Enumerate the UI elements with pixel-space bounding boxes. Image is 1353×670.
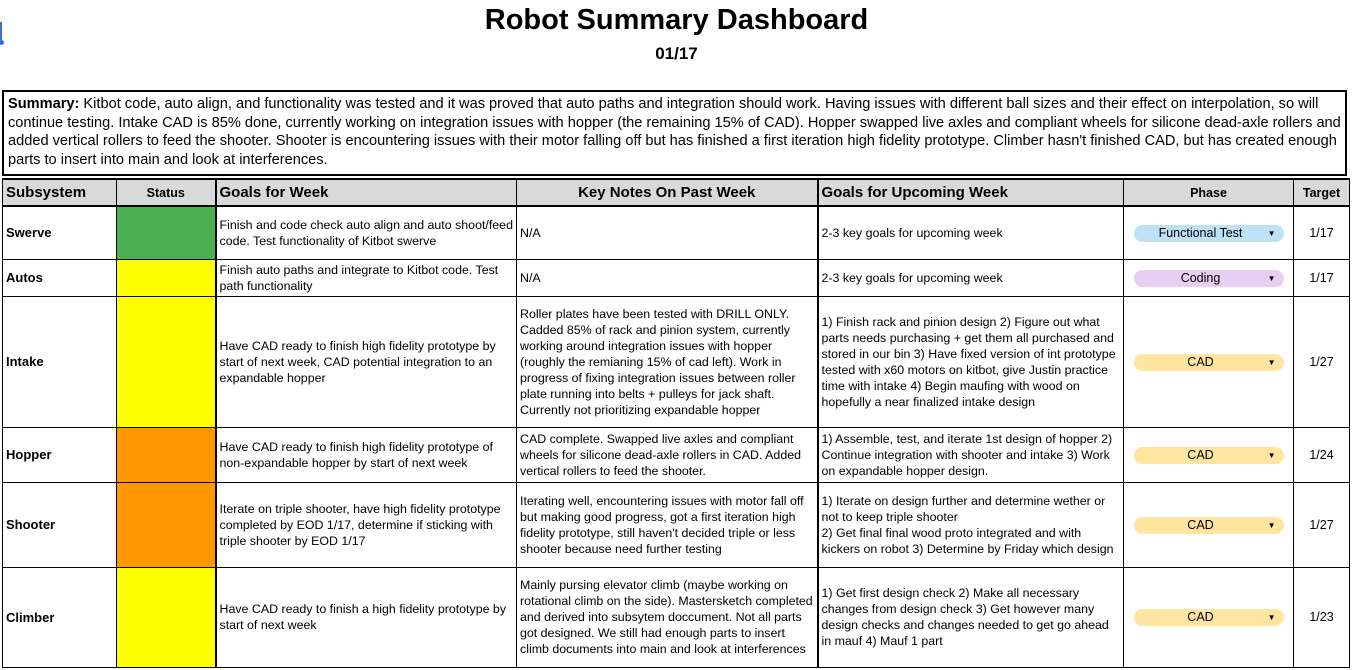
goals-week-cell[interactable]: Iterate on triple shooter, have high fidelity prototype completed by EOD 1/17, determine if sticking with triple shooter by EOD 1/17 [216, 482, 517, 567]
phase-dropdown-chip[interactable] [1134, 225, 1284, 242]
col-header-goals-upcoming[interactable]: Goals for Upcoming Week [818, 179, 1124, 206]
key-notes-cell[interactable]: Roller plates have been tested with DRILL ONLY. Cadded 85% of rack and pinion system, currently working around integration issues with hopper (roughly the remianing 15% of cad left). Work in progress of fixing integration issues between roller plate running into belts + pulleys for jack shaft. Currently not prioritizing expandable hopper [517, 296, 818, 427]
subsystem-cell[interactable]: Swerve [3, 206, 117, 259]
page-title: Robot Summary Dashboard [484, 4, 869, 36]
phase-chip-label: CAD [1187, 447, 1214, 462]
phase-dropdown-chip[interactable] [1134, 447, 1284, 464]
dropdown-caret-icon: ▼ [1267, 450, 1276, 460]
phase-cell[interactable] [1124, 427, 1294, 482]
target-cell[interactable]: 1/24 [1294, 427, 1350, 482]
phase-cell[interactable] [1124, 206, 1294, 259]
phase-dropdown-chip[interactable] [1134, 609, 1284, 626]
phase-dropdown-chip[interactable] [1134, 270, 1284, 287]
goals-week-cell[interactable]: Finish auto paths and integrate to Kitbot code. Test path functionality [216, 259, 517, 296]
dropdown-caret-icon: ▼ [1267, 357, 1276, 367]
goals-week-cell[interactable]: Finish and code check auto align and auto shoot/feed code. Test functionality of Kitbot swerve [216, 206, 517, 259]
phase-chip-label: CAD [1187, 354, 1214, 369]
target-cell[interactable]: 1/23 [1294, 567, 1350, 667]
table-row [3, 567, 1350, 667]
target-cell[interactable]: 1/27 [1294, 296, 1350, 427]
dropdown-caret-icon: ▼ [1267, 613, 1276, 622]
col-header-goals-week[interactable]: Goals for Week [216, 179, 517, 206]
key-notes-cell[interactable]: N/A [517, 259, 818, 296]
goals-upcoming-cell[interactable]: 1) Get first design check 2) Make all necessary changes from design check 3) Get however many design checks and changes needed to get go ahead in mauf 4) Mauf 1 part [818, 567, 1124, 667]
table-row [3, 296, 1350, 427]
phase-cell[interactable] [1124, 296, 1294, 427]
col-header-status[interactable]: Status [117, 179, 216, 206]
phase-cell[interactable] [1124, 567, 1294, 667]
status-cell[interactable] [117, 567, 216, 667]
phase-dropdown-chip[interactable] [1134, 517, 1284, 534]
status-cell[interactable] [117, 427, 216, 482]
table-row [3, 259, 1350, 296]
header-row [3, 179, 1350, 206]
subsystem-cell[interactable]: Shooter [3, 482, 117, 567]
phase-chip-label: CAD [1187, 610, 1214, 624]
phase-dropdown-chip[interactable] [1134, 354, 1284, 371]
goals-upcoming-cell[interactable]: 1) Iterate on design further and determine wether or not to keep triple shooter 2) Get final final wood proto integrated and with kickers on robot 3) Determine by Friday which design [818, 482, 1124, 567]
phase-chip-label: CAD [1187, 517, 1214, 532]
goals-upcoming-cell[interactable]: 1) Finish rack and pinion design 2) Figure out what parts needs purchasing + get them all purchased and stored in our bin 3) Have fixed version of int prototype tested with x60 motors on kitbot, give Justin practice time with intake 4) Begin maufing with wood on hopefully a near finalized intake design [818, 296, 1124, 427]
subsystem-cell[interactable]: Autos [3, 259, 117, 296]
status-cell[interactable] [117, 206, 216, 259]
subsystem-cell[interactable]: Climber [3, 567, 117, 667]
goals-week-cell[interactable]: Have CAD ready to finish high fidelity prototype of non-expandable hopper by start of next week [216, 427, 517, 482]
target-cell[interactable]: 1/17 [1294, 206, 1350, 259]
col-header-phase[interactable]: Phase [1124, 179, 1294, 206]
page-date: 01/17 [655, 44, 698, 63]
goals-upcoming-cell[interactable]: 1) Assemble, test, and iterate 1st design of hopper 2) Continue integration with shooter and intake 3) Work on expandable hopper design. [818, 427, 1124, 482]
summary-label: Summary: [8, 96, 80, 112]
key-notes-cell[interactable]: N/A [517, 206, 818, 259]
dropdown-caret-icon: ▼ [1267, 520, 1276, 530]
phase-chip-label: Coding [1180, 270, 1221, 285]
subsystem-cell[interactable]: Hopper [3, 427, 117, 482]
dropdown-caret-icon: ▼ [1267, 228, 1276, 238]
status-table [2, 178, 1350, 668]
phase-cell[interactable] [1124, 482, 1294, 567]
key-notes-cell[interactable]: CAD complete. Swapped live axles and compliant wheels for silicone dead-axle rollers in CAD. Added vertical rollers to feed the shooter. [517, 427, 818, 482]
goals-upcoming-cell[interactable]: 2-3 key goals for upcoming week [818, 259, 1124, 296]
status-cell[interactable] [117, 259, 216, 296]
col-header-key-notes[interactable]: Key Notes On Past Week [517, 179, 818, 206]
goals-week-cell[interactable]: Have CAD ready to finish a high fidelity prototype by start of next week [216, 567, 517, 667]
goals-upcoming-cell[interactable]: 2-3 key goals for upcoming week [818, 206, 1124, 259]
goals-week-cell[interactable]: Have CAD ready to finish high fidelity prototype by start of next week, CAD potential integration to an expandable hopper [216, 296, 517, 427]
phase-cell[interactable] [1124, 259, 1294, 296]
key-notes-cell[interactable]: Mainly pursing elevator climb (maybe working on rotational climb on the side). Mastersketch completed and derived into subsytem doccument. Not all parts got designed. We still had enough parts to insert climb documents into main and look at interferences [517, 567, 818, 667]
col-header-subsystem[interactable]: Subsystem [3, 179, 117, 206]
target-cell[interactable]: 1/17 [1294, 259, 1350, 296]
subsystem-cell[interactable]: Intake [3, 296, 117, 427]
summary-cell[interactable] [2, 90, 1347, 176]
table-row [3, 427, 1350, 482]
status-cell[interactable] [117, 482, 216, 567]
table-row [3, 482, 1350, 567]
target-cell[interactable]: 1/27 [1294, 482, 1350, 567]
phase-chip-label: Functional Test [1158, 225, 1243, 240]
key-notes-cell[interactable]: Iterating well, encountering issues with motor fall off but making good progress, got a first iteration high fidelity prototype, still haven't decided triple or less shooter because need further testing [517, 482, 818, 567]
status-cell[interactable] [117, 296, 216, 427]
table-row [3, 206, 1350, 259]
summary-text: Kitbot code, auto align, and functionality was tested and it was proved that auto paths and integration should work. Having issues with different ball sizes and their effect on interpolation, so will continue testing. Intake CAD is 85% done, currently working on integration issues with hopper (the remaining 15% of CAD). Hopper swapped live axles and compliant wheels for silicone dead-axle rollers and added vertical rollers to feed the shooter. Shooter is encountering issues with their motor falling off but has finished a first iteration high fidelity prototype. Climber hasn't finished CAD, but has created enough parts to insert into main and look at interferences. [8, 96, 1341, 168]
dropdown-caret-icon: ▼ [1267, 273, 1276, 283]
col-header-target[interactable]: Target [1294, 179, 1350, 206]
